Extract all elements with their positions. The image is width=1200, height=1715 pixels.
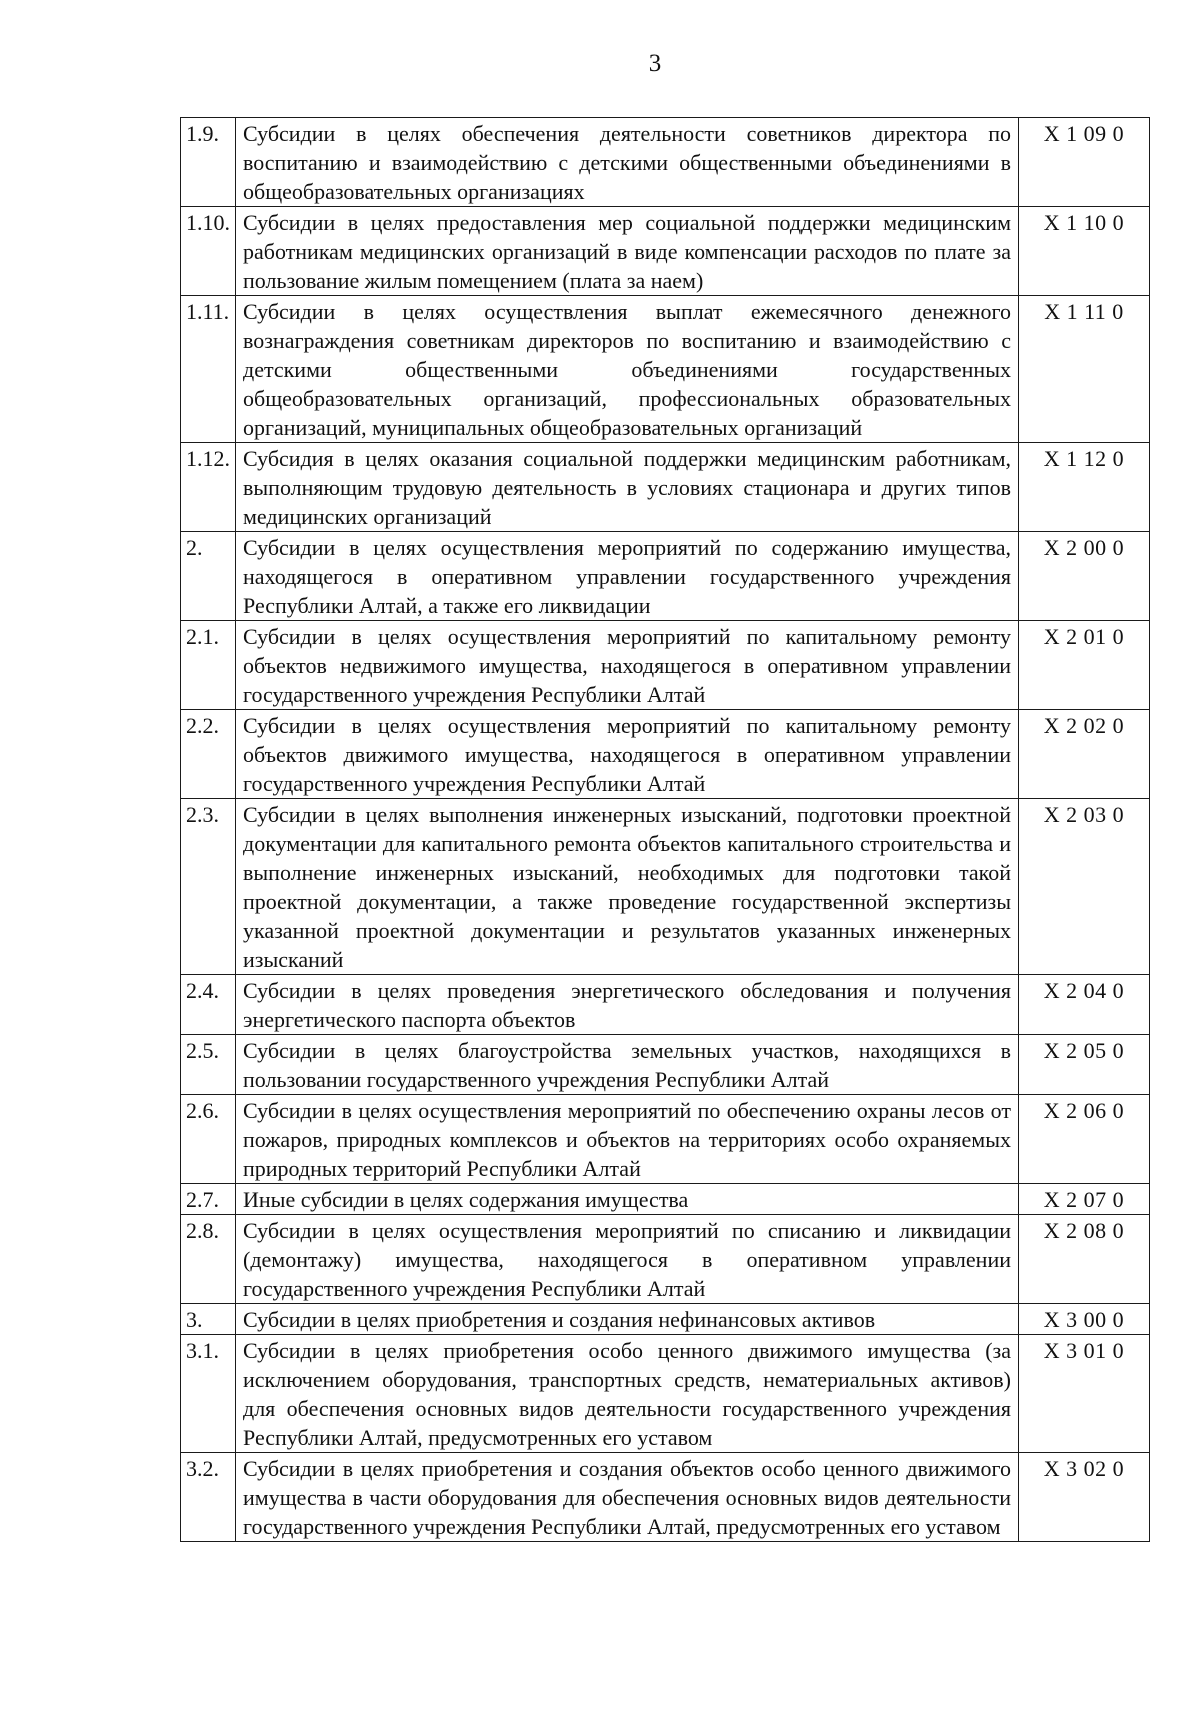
row-description: Субсидии в целях осуществления мероприятий по содержанию имущества, находящегося в оперативном управлении государственного учреждения Республики Алтай, а также его ликвидации bbox=[236, 532, 1019, 621]
row-description: Субсидии в целях осуществления мероприятий по капитальному ремонту объектов движимого имущества, находящегося в оперативном управлении государственного учреждения Республики Алтай bbox=[236, 710, 1019, 799]
table-row bbox=[181, 207, 1150, 296]
table-row bbox=[181, 1304, 1150, 1335]
table-row bbox=[181, 1215, 1150, 1304]
row-description: Субсидии в целях предоставления мер социальной поддержки медицинским работникам медицинских организаций в виде компенсации расходов по плате за пользование жилым помещением (плата за наем) bbox=[236, 207, 1019, 296]
row-number: 2.7. bbox=[181, 1184, 236, 1215]
row-number: 2. bbox=[181, 532, 236, 621]
row-number: 3. bbox=[181, 1304, 236, 1335]
table-row bbox=[181, 1184, 1150, 1215]
row-description: Субсидии в целях осуществления мероприятий по обеспечению охраны лесов от пожаров, природных комплексов и объектов на территориях особо охраняемых природных территорий Республики Алтай bbox=[236, 1095, 1019, 1184]
row-description: Субсидии в целях осуществления выплат ежемесячного денежного вознаграждения советникам директоров по воспитанию и взаимодействию с детскими общественными объединениями государственных общеобразовательных организаций, профессиональных образовательных организаций, муниципальных общеобразовательных организаций bbox=[236, 296, 1019, 443]
row-description: Субсидии в целях приобретения особо ценного движимого имущества (за исключением оборудования, транспортных средств, нематериальных активов) для обеспечения основных видов деятельности государственного учреждения Республики Алтай, предусмотренных его уставом bbox=[236, 1335, 1019, 1453]
row-number: 3.2. bbox=[181, 1453, 236, 1542]
row-code: X 1 10 0 bbox=[1019, 207, 1150, 296]
table-row bbox=[181, 710, 1150, 799]
row-code: X 2 01 0 bbox=[1019, 621, 1150, 710]
row-description: Субсидии в целях благоустройства земельных участков, находящихся в пользовании государственного учреждения Республики Алтай bbox=[236, 1035, 1019, 1095]
row-number: 1.9. bbox=[181, 118, 236, 207]
table-row bbox=[181, 621, 1150, 710]
row-code: X 2 07 0 bbox=[1019, 1184, 1150, 1215]
row-number: 1.12. bbox=[181, 443, 236, 532]
table-row bbox=[181, 1453, 1150, 1542]
subsidy-codes-table bbox=[180, 117, 1150, 1542]
table-row bbox=[181, 1335, 1150, 1453]
row-number: 2.6. bbox=[181, 1095, 236, 1184]
row-description: Субсидии в целях обеспечения деятельности советников директора по воспитанию и взаимодействию с детскими общественными объединениями в общеобразовательных организациях bbox=[236, 118, 1019, 207]
table-row bbox=[181, 296, 1150, 443]
table-row bbox=[181, 443, 1150, 532]
row-description: Субсидии в целях приобретения и создания объектов особо ценного движимого имущества в части оборудования для обеспечения основных видов деятельности государственного учреждения Республики Алтай, предусмотренных его уставом bbox=[236, 1453, 1019, 1542]
row-number: 2.5. bbox=[181, 1035, 236, 1095]
table-row bbox=[181, 1095, 1150, 1184]
row-number: 2.8. bbox=[181, 1215, 236, 1304]
row-number: 1.11. bbox=[181, 296, 236, 443]
row-description: Субсидии в целях осуществления мероприятий по списанию и ликвидации (демонтажу) имущества, находящегося в оперативном управлении государственного учреждения Республики Алтай bbox=[236, 1215, 1019, 1304]
row-code: X 2 03 0 bbox=[1019, 799, 1150, 975]
row-code: X 3 00 0 bbox=[1019, 1304, 1150, 1335]
table-body bbox=[181, 118, 1150, 1542]
row-code: X 2 00 0 bbox=[1019, 532, 1150, 621]
row-description: Субсидии в целях выполнения инженерных изысканий, подготовки проектной документации для капитального ремонта объектов капитального строительства и выполнение инженерных изысканий, необходимых для подготовки такой проектной документации, а также проведение государственной экспертизы указанной проектной документации и результатов указанных инженерных изысканий bbox=[236, 799, 1019, 975]
table-row bbox=[181, 1035, 1150, 1095]
row-number: 2.4. bbox=[181, 975, 236, 1035]
row-description: Субсидии в целях проведения энергетического обследования и получения энергетического паспорта объектов bbox=[236, 975, 1019, 1035]
row-number: 2.1. bbox=[181, 621, 236, 710]
row-description: Субсидии в целях осуществления мероприятий по капитальному ремонту объектов недвижимого имущества, находящегося в оперативном управлении государственного учреждения Республики Алтай bbox=[236, 621, 1019, 710]
row-description: Субсидия в целях оказания социальной поддержки медицинским работникам, выполняющим трудовую деятельность в условиях стационара и других типов медицинских организаций bbox=[236, 443, 1019, 532]
table-row bbox=[181, 799, 1150, 975]
table-row bbox=[181, 118, 1150, 207]
row-number: 2.3. bbox=[181, 799, 236, 975]
table-row bbox=[181, 532, 1150, 621]
page-number: 3 bbox=[648, 50, 662, 77]
row-code: X 1 11 0 bbox=[1019, 296, 1150, 443]
row-code: X 2 08 0 bbox=[1019, 1215, 1150, 1304]
row-code: X 1 09 0 bbox=[1019, 118, 1150, 207]
row-number: 3.1. bbox=[181, 1335, 236, 1453]
row-code: X 2 05 0 bbox=[1019, 1035, 1150, 1095]
row-code: X 2 04 0 bbox=[1019, 975, 1150, 1035]
row-code: X 2 06 0 bbox=[1019, 1095, 1150, 1184]
row-description: Субсидии в целях приобретения и создания нефинансовых активов bbox=[236, 1304, 1019, 1335]
row-number: 1.10. bbox=[181, 207, 236, 296]
row-code: X 3 02 0 bbox=[1019, 1453, 1150, 1542]
row-number: 2.2. bbox=[181, 710, 236, 799]
row-code: X 2 02 0 bbox=[1019, 710, 1150, 799]
row-code: X 3 01 0 bbox=[1019, 1335, 1150, 1453]
row-code: X 1 12 0 bbox=[1019, 443, 1150, 532]
table-row bbox=[181, 975, 1150, 1035]
row-description: Иные субсидии в целях содержания имущества bbox=[236, 1184, 1019, 1215]
